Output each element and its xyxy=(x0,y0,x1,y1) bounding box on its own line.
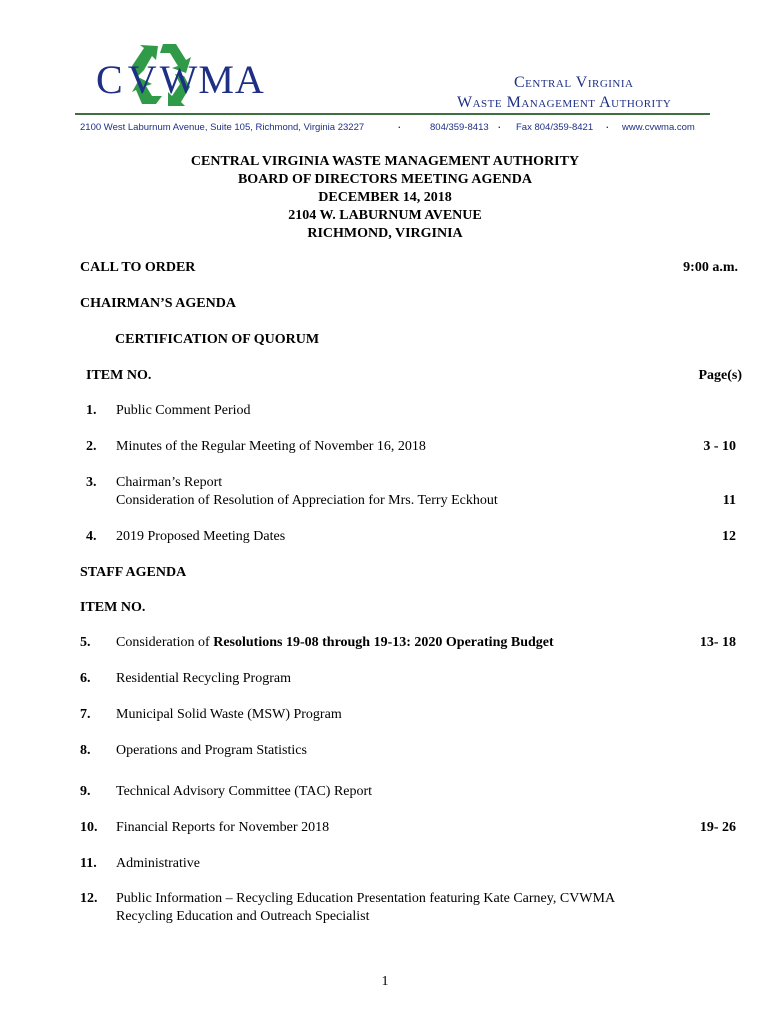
bullet-3: . xyxy=(606,120,609,131)
call-to-order-label: CALL TO ORDER xyxy=(80,260,196,275)
title-line-3: DECEMBER 14, 2018 xyxy=(318,190,452,205)
logo-letter-v: V xyxy=(127,57,158,102)
website-link[interactable]: www.cvwma.com xyxy=(622,122,695,133)
item-text: Public Information – Recycling Education Presentation featuring Kate Carney, CVWMA xyxy=(116,891,616,906)
item-text: Financial Reports for November 2018 xyxy=(116,820,330,835)
item-number: 1. xyxy=(86,403,97,418)
item-number: 3. xyxy=(86,475,97,490)
item-pages: 13- 18 xyxy=(699,635,736,650)
item-text: Chairman’s Report xyxy=(116,475,223,490)
item-text: Technical Advisory Committee (TAC) Report xyxy=(116,784,373,799)
bullet-2: . xyxy=(498,120,501,131)
logo-wordmark xyxy=(96,56,265,103)
phone-text: 804/359-8413 xyxy=(430,122,489,133)
item-number: 10. xyxy=(80,820,98,835)
item-text: Operations and Program Statistics xyxy=(116,743,307,758)
item-number: 11. xyxy=(80,856,97,871)
org-name-line1: Central Virginia xyxy=(514,74,634,91)
item-no-header: ITEM NO. xyxy=(86,368,152,383)
staff-item-no-header: ITEM NO. xyxy=(80,600,146,615)
item-text-prefix: Consideration of xyxy=(116,635,214,650)
item-number: 8. xyxy=(80,743,91,758)
item-number: 12. xyxy=(80,891,98,906)
item-text: Minutes of the Regular Meeting of November 16, 2018 xyxy=(116,439,426,454)
item-subtext: Recycling Education and Outreach Specialist xyxy=(116,909,370,924)
page-number: 1 xyxy=(381,974,389,989)
address-text: 2100 West Laburnum Avenue, Suite 105, Richmond, Virginia 23227 xyxy=(80,122,365,133)
item-number: 2. xyxy=(86,439,97,454)
title-line-1: CENTRAL VIRGINIA WASTE MANAGEMENT AUTHORITY xyxy=(190,154,580,169)
call-to-order-time: 9:00 a.m. xyxy=(683,260,738,275)
item-number: 5. xyxy=(80,635,91,650)
item-number: 7. xyxy=(80,707,91,722)
item-pages: 19- 26 xyxy=(699,820,736,835)
pages-header: Page(s) xyxy=(698,368,742,383)
item-pages: 3 - 10 xyxy=(703,439,736,454)
certification-heading: CERTIFICATION OF QUORUM xyxy=(115,332,320,347)
item-text xyxy=(116,635,554,651)
item-subtext: Consideration of Resolution of Appreciation for Mrs. Terry Eckhout xyxy=(116,493,498,508)
org-name-line2: Waste Management Authority xyxy=(457,94,672,111)
item-number: 6. xyxy=(80,671,91,686)
staff-agenda-heading: STAFF AGENDA xyxy=(80,565,187,580)
chairman-agenda-heading: CHAIRMAN’S AGENDA xyxy=(80,296,236,311)
item-text: Residential Recycling Program xyxy=(116,671,291,686)
fax-text: Fax 804/359-8421 xyxy=(516,122,594,133)
item-number: 4. xyxy=(86,529,97,544)
item-text: 2019 Proposed Meeting Dates xyxy=(116,529,286,544)
title-line-4: 2104 W. LABURNUM AVENUE xyxy=(288,208,482,223)
bullet-1: . xyxy=(398,120,401,131)
title-line-2: BOARD OF DIRECTORS MEETING AGENDA xyxy=(237,172,533,187)
logo-letters-wma: WMA xyxy=(159,57,265,102)
item-text: Administrative xyxy=(116,856,200,871)
title-line-5: RICHMOND, VIRGINIA xyxy=(307,226,463,241)
letterhead-rule xyxy=(75,113,710,115)
item-text: Municipal Solid Waste (MSW) Program xyxy=(116,707,342,722)
item-text: Public Comment Period xyxy=(116,403,251,418)
logo-letter-c: C xyxy=(96,57,124,102)
item-number: 9. xyxy=(80,784,91,799)
item-text-bold: Resolutions 19-08 through 19-13: 2020 Operating Budget xyxy=(213,635,554,650)
item-pages: 11 xyxy=(722,493,736,508)
item-pages: 12 xyxy=(722,529,736,544)
